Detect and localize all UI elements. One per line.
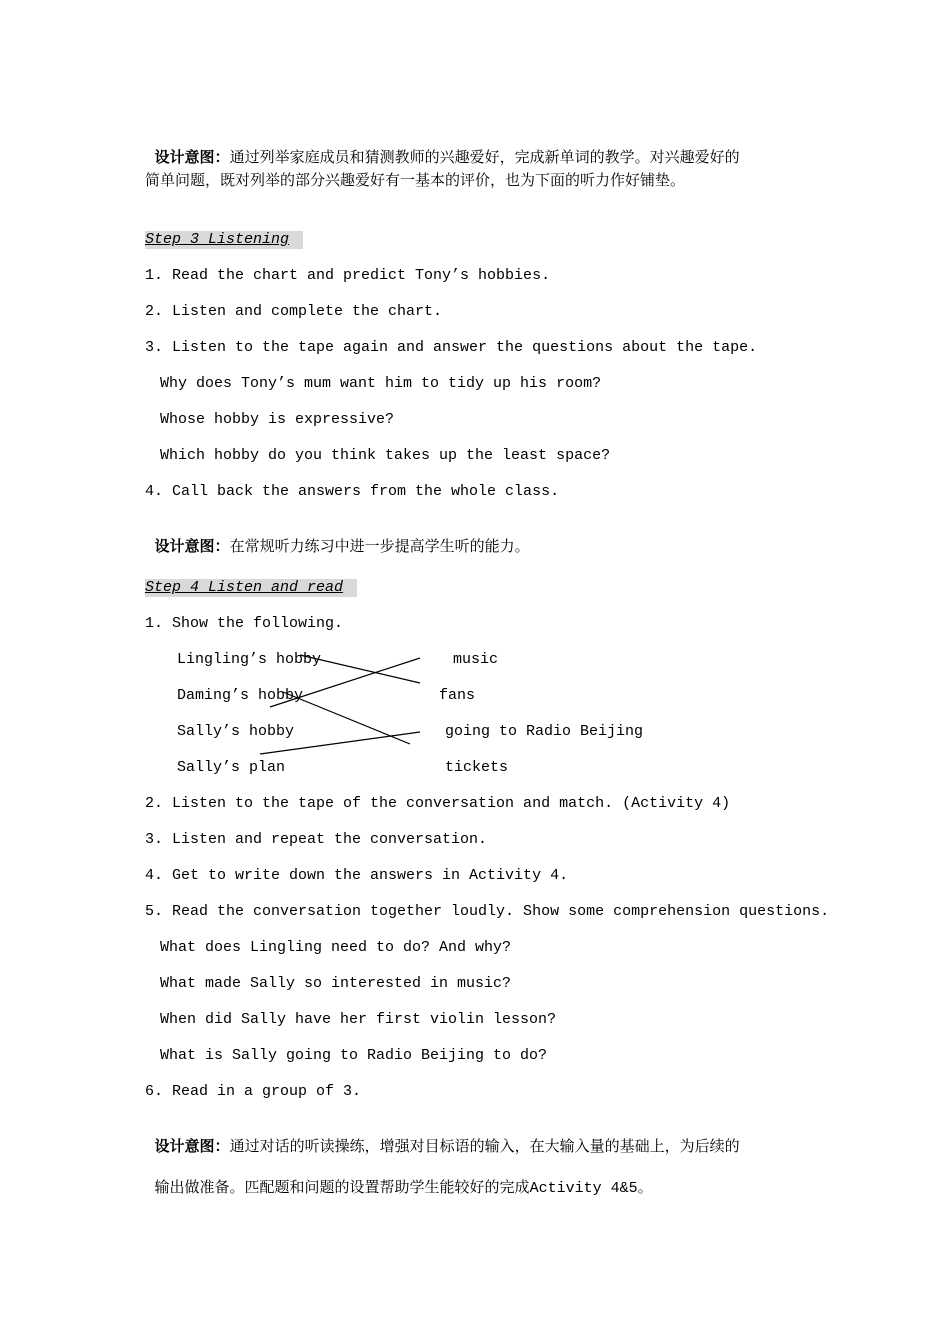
step3-item-2: 2. Listen and complete the chart.: [145, 303, 443, 320]
step3-question-3: Which hobby do you think takes up the least space?: [160, 447, 611, 464]
step4-item-3: 3. Listen and repeat the conversation.: [145, 831, 488, 848]
match-left-3: Sally’s hobby: [177, 723, 295, 740]
intent-text: 在常规听力练习中进一步提高学生听的能力。: [229, 537, 530, 555]
intent-text: 通过列举家庭成员和猜测教师的兴趣爱好，完成新单词的教学。对兴趣爱好的: [229, 148, 740, 166]
step4-question-1: What does Lingling need to do? And why?: [160, 939, 512, 956]
intent-label: 设计意图：: [154, 1137, 230, 1155]
step3-question-1: Why does Tony’s mum want him to tidy up his room?: [160, 375, 602, 392]
intent-label: 设计意图：: [154, 537, 230, 555]
step3-heading: Step 3 Listening: [145, 231, 303, 249]
step4-item-1: 1. Show the following.: [145, 615, 344, 632]
step4-question-2: What made Sally so interested in music?: [160, 975, 512, 992]
step4-heading: Step 4 Listen and read: [145, 579, 357, 597]
match-right-4: tickets: [445, 759, 509, 776]
step3-item-1: 1. Read the chart and predict Tony’s hobbies.: [145, 267, 551, 284]
match-left-4: Sally’s plan: [177, 759, 286, 776]
match-right-1: music: [453, 651, 499, 668]
step4-question-3: When did Sally have her first violin lesson?: [160, 1011, 557, 1028]
match-left-1: Lingling’s hobby: [177, 651, 322, 668]
intent-text: 通过对话的听读操练，增强对目标语的输入，在大输入量的基础上，为后续的: [229, 1137, 740, 1155]
match-line-1: [300, 655, 420, 683]
step3-question-2: Whose hobby is expressive?: [160, 411, 395, 428]
step4-item-4: 4. Get to write down the answers in Activity 4.: [145, 867, 569, 884]
step4-item-6: 6. Read in a group of 3.: [145, 1083, 362, 1100]
design-intent-3-cont: [145, 1157, 653, 1199]
step4-item-5: 5. Read the conversation together loudly. Show some comprehension questions.: [145, 903, 830, 920]
intent-label: 设计意图：: [154, 148, 230, 166]
intent-text-en: Activity 4&5。: [529, 1180, 653, 1197]
match-right-2: fans: [439, 687, 476, 704]
match-right-3: going to Radio Beijing: [445, 723, 644, 740]
match-line-4: [260, 732, 420, 754]
step4-question-4: What is Sally going to Radio Beijing to do?: [160, 1047, 548, 1064]
design-intent-3: [145, 1116, 740, 1156]
step3-item-4: 4. Call back the answers from the whole class.: [145, 483, 560, 500]
step3-item-3: 3. Listen to the tape again and answer the questions about the tape.: [145, 339, 758, 356]
intent-text-cn: 输出做准备。匹配题和问题的设置帮助学生能较好的完成: [154, 1178, 530, 1196]
step4-item-2: 2. Listen to the tape of the conversation and match. (Activity 4): [145, 795, 731, 812]
match-left-2: Daming’s hobby: [177, 687, 304, 704]
design-intent-1-cont: 简单问题，既对列举的部分兴趣爱好有一基本的评价，也为下面的听力作好铺垫。: [145, 171, 686, 189]
